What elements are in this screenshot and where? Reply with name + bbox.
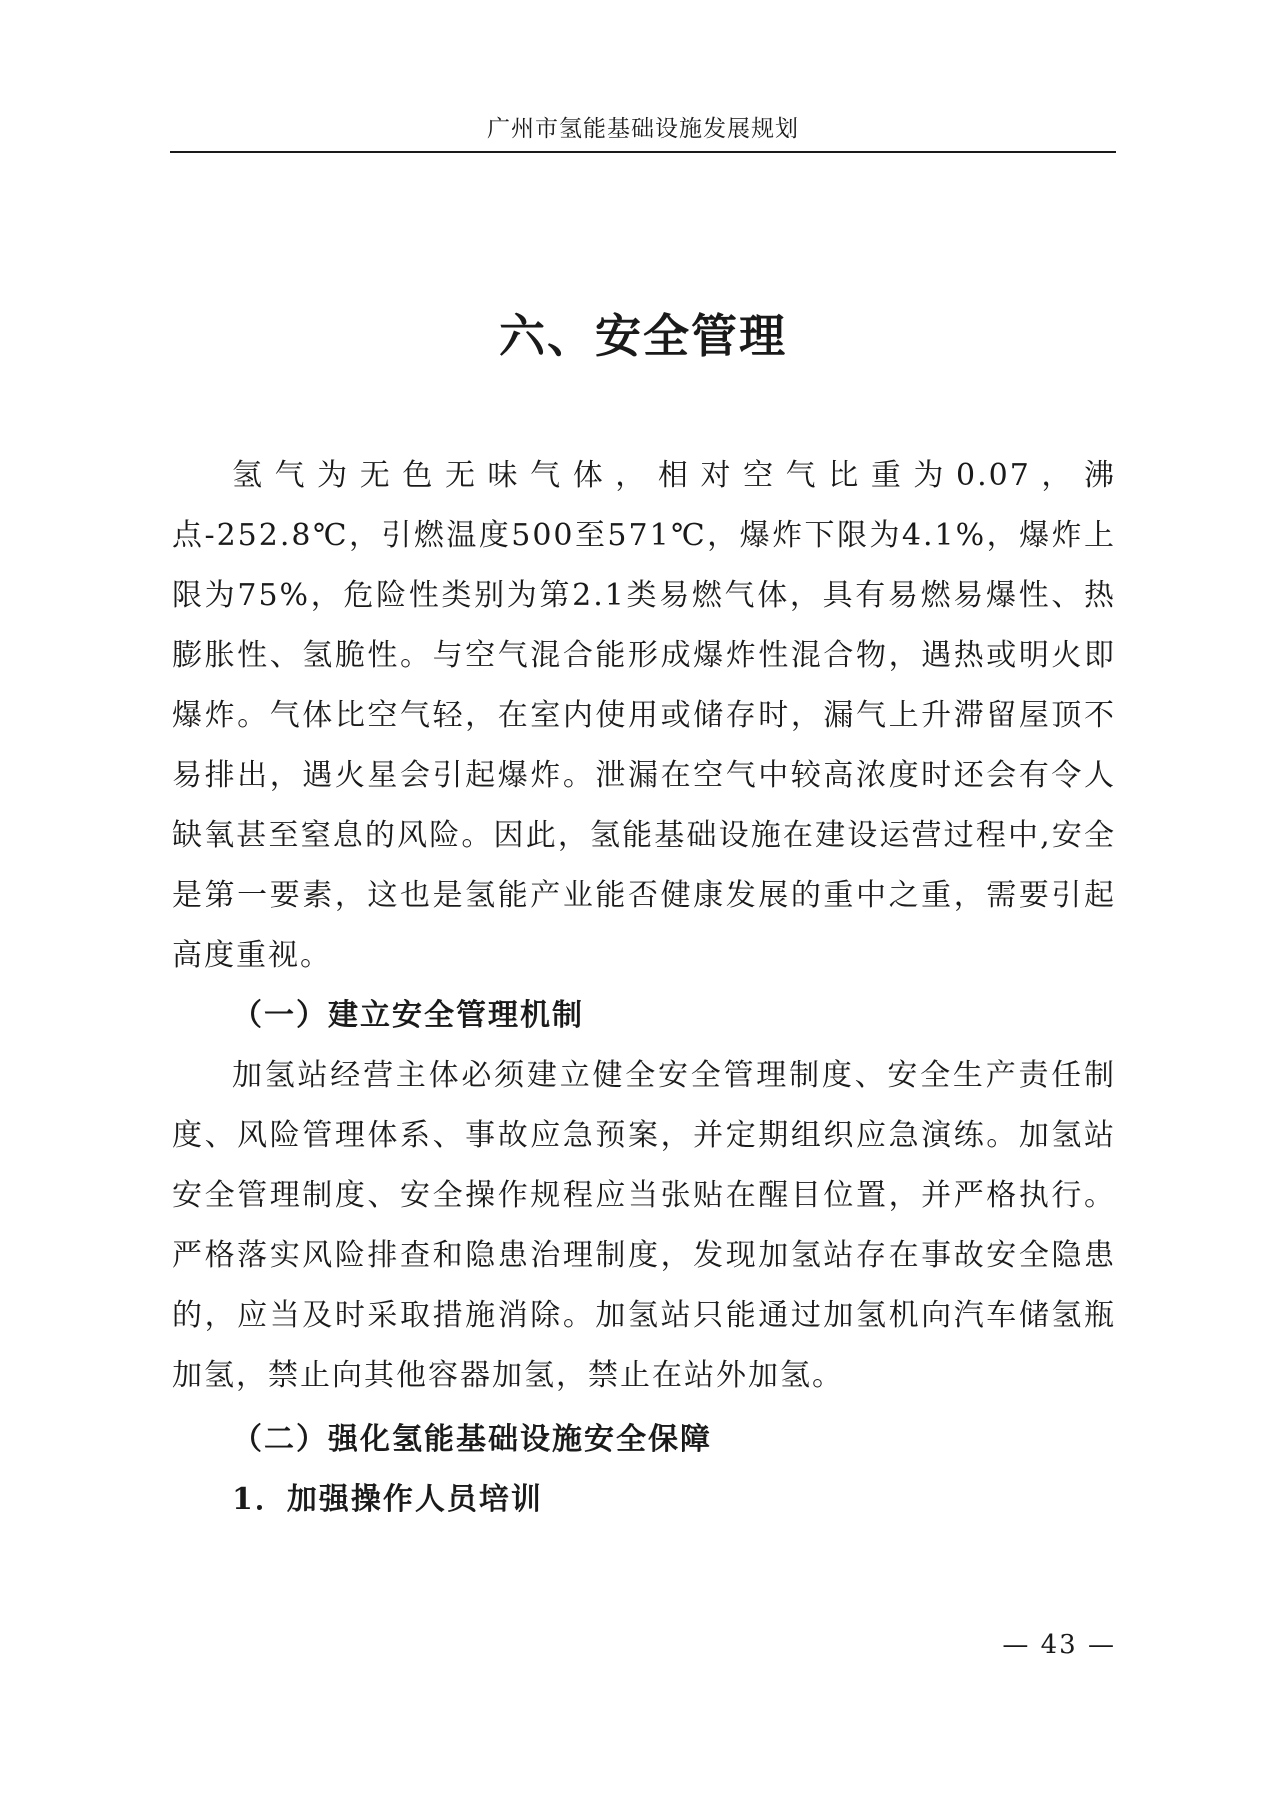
running-header: 广州市氢能基础设施发展规划 bbox=[487, 116, 799, 142]
intro-paragraph: 氢气为无色无味气体，相对空气比重为0.07，沸点-252.8℃，引燃温度500至571℃，爆炸下限为4.1%，爆炸上限为75%，危险性类别为第2.1类易燃气体，具有易燃易爆性、热膨胀性、氢脆性。与空气混合能形成爆炸性混合物，遇热或明火即爆炸。气体比空气轻，在室内使用或储存时，漏气上升滞留屋顶不易排出，遇火星会引起爆炸。泄漏在空气中较高浓度时还会有令人缺氧甚至窒息的风险。因此，氢能基础设施在建设运营过程中,安全是第一要素，这也是氢能产业能否健康发展的重中之重，需要引起高度重视。 bbox=[172, 458, 1116, 973]
section-heading-1: （一）建立安全管理机制 bbox=[232, 998, 584, 1033]
page-body bbox=[172, 446, 1116, 1530]
section-heading-2: （二）强化氢能基础设施安全保障 bbox=[232, 1422, 712, 1457]
header-divider bbox=[170, 151, 1116, 153]
chapter-title: 六、安全管理 bbox=[499, 309, 787, 363]
section1-paragraph: 加氢站经营主体必须建立健全安全管理制度、安全生产责任制度、风险管理体系、事故应急预案，并定期组织应急演练。加氢站安全管理制度、安全操作规程应当张贴在醒目位置，并严格执行。严格落实风险排查和隐患治理制度，发现加氢站存在事故安全隐患的，应当及时采取措施消除。加氢站只能通过加氢机向汽车储氢瓶加氢，禁止向其他容器加氢，禁止在站外加氢。 bbox=[172, 1058, 1116, 1393]
page-number: — 43 — bbox=[1002, 1630, 1116, 1660]
subsection-heading-1: 1．加强操作人员培训 bbox=[232, 1482, 543, 1517]
